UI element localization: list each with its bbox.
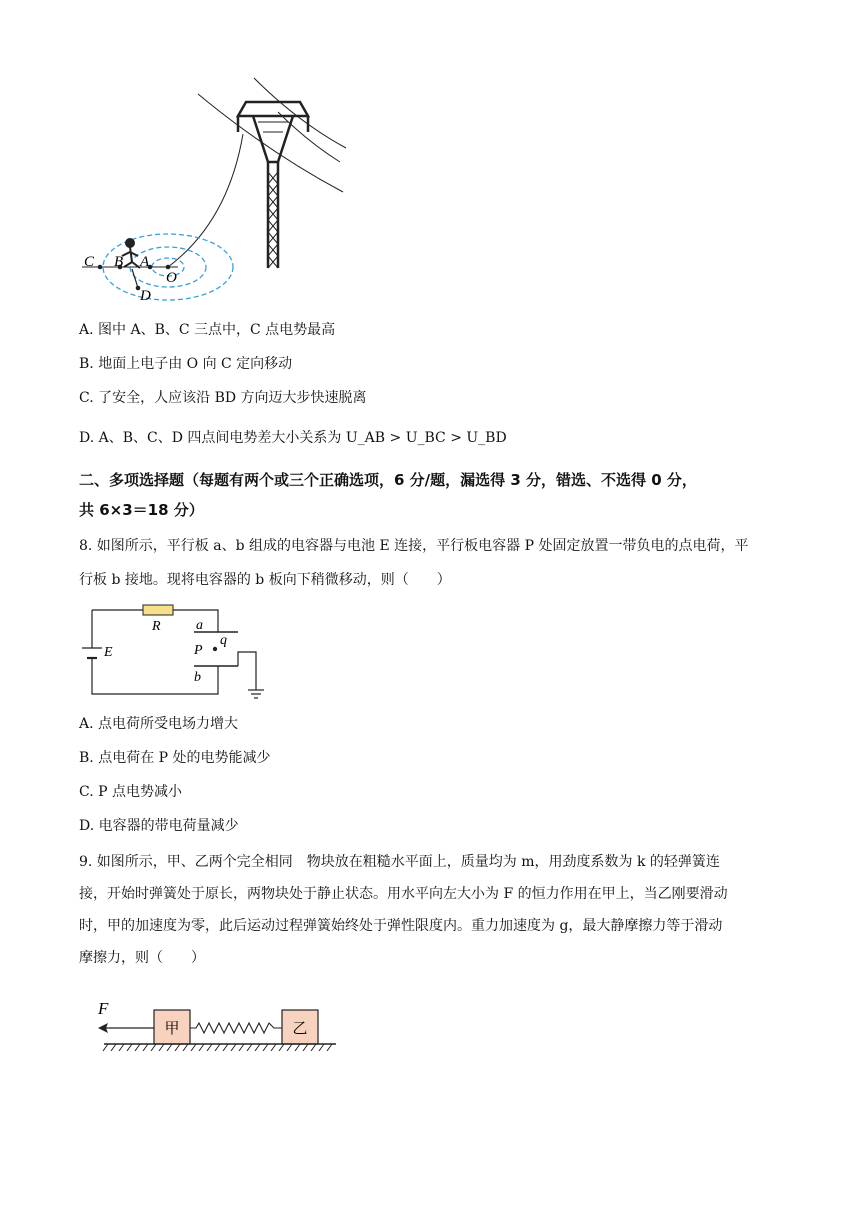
q7-option-c: C. 了安全，人应该沿 BD 方向迈大步快速脱离 bbox=[79, 390, 367, 406]
q9-stem-line1: 9. 如图所示，甲、乙两个完全相同 物块放在粗糙水平面上，质量均为 m，用劲度系数为 k 的轻弹簧连 bbox=[79, 854, 720, 870]
block-jia: 甲 bbox=[164, 1021, 180, 1037]
q9-stem-line2: 接，开始时弹簧处于原长，两物块处于静止状态。用水平向左大小为 F 的恒力作用在甲上，当乙刚要滑动 bbox=[79, 886, 728, 902]
label-B: B bbox=[114, 254, 124, 270]
label-q: q bbox=[220, 633, 227, 648]
q8-option-c: C. P 点电势减小 bbox=[79, 784, 182, 800]
label-a: a bbox=[196, 618, 203, 633]
label-C: C bbox=[84, 254, 95, 270]
label-D: D bbox=[140, 288, 151, 304]
section2-title-line1: 二、多项选择题（每题有两个或三个正确选项，6 分/题，漏选得 3 分，错选、不选得 0 分， bbox=[79, 471, 697, 489]
q8-stem-line2: 行板 b 接地。现将电容器的 b 板向下稍微移动，则（ ） bbox=[79, 572, 451, 588]
label-b: b bbox=[194, 670, 201, 685]
tower-figure bbox=[78, 72, 358, 308]
q8-option-b: B. 点电荷在 P 处的电势能减少 bbox=[79, 750, 271, 766]
q7-option-d: D. A、B、C、D 四点间电势差大小关系为 U_AB > U_BC > U_BD bbox=[79, 430, 507, 446]
label-A: A bbox=[140, 254, 150, 270]
label-P: P bbox=[194, 643, 203, 658]
label-F: F bbox=[98, 999, 109, 1018]
q9-stem-line4: 摩擦力，则（ ） bbox=[79, 950, 205, 966]
label-E: E bbox=[104, 645, 113, 660]
q7-option-b: B. 地面上电子由 O 向 C 定向移动 bbox=[79, 356, 293, 372]
section2-title-line2: 共 6×3＝18 分） bbox=[79, 501, 204, 519]
label-R: R bbox=[152, 619, 161, 634]
q8-option-d: D. 电容器的带电荷量减少 bbox=[79, 818, 239, 834]
q8-stem-line1: 8. 如图所示，平行板 a、b 组成的电容器与电池 E 连接，平行板电容器 P 处固定放置一带负电的点电荷，平 bbox=[79, 538, 749, 554]
q8-option-a: A. 点电荷所受电场力增大 bbox=[79, 716, 239, 732]
q9-stem-line3: 时，甲的加速度为零，此后运动过程弹簧始终处于弹性限度内。重力加速度为 g，最大静摩擦力等于滑动 bbox=[79, 918, 723, 934]
label-O: O bbox=[166, 270, 177, 286]
spring-blocks-figure bbox=[90, 996, 340, 1056]
block-yi: 乙 bbox=[292, 1021, 308, 1037]
q7-option-a: A. 图中 A、B、C 三点中，C 点电势最高 bbox=[79, 322, 336, 338]
capacitor-circuit-figure bbox=[78, 600, 278, 700]
